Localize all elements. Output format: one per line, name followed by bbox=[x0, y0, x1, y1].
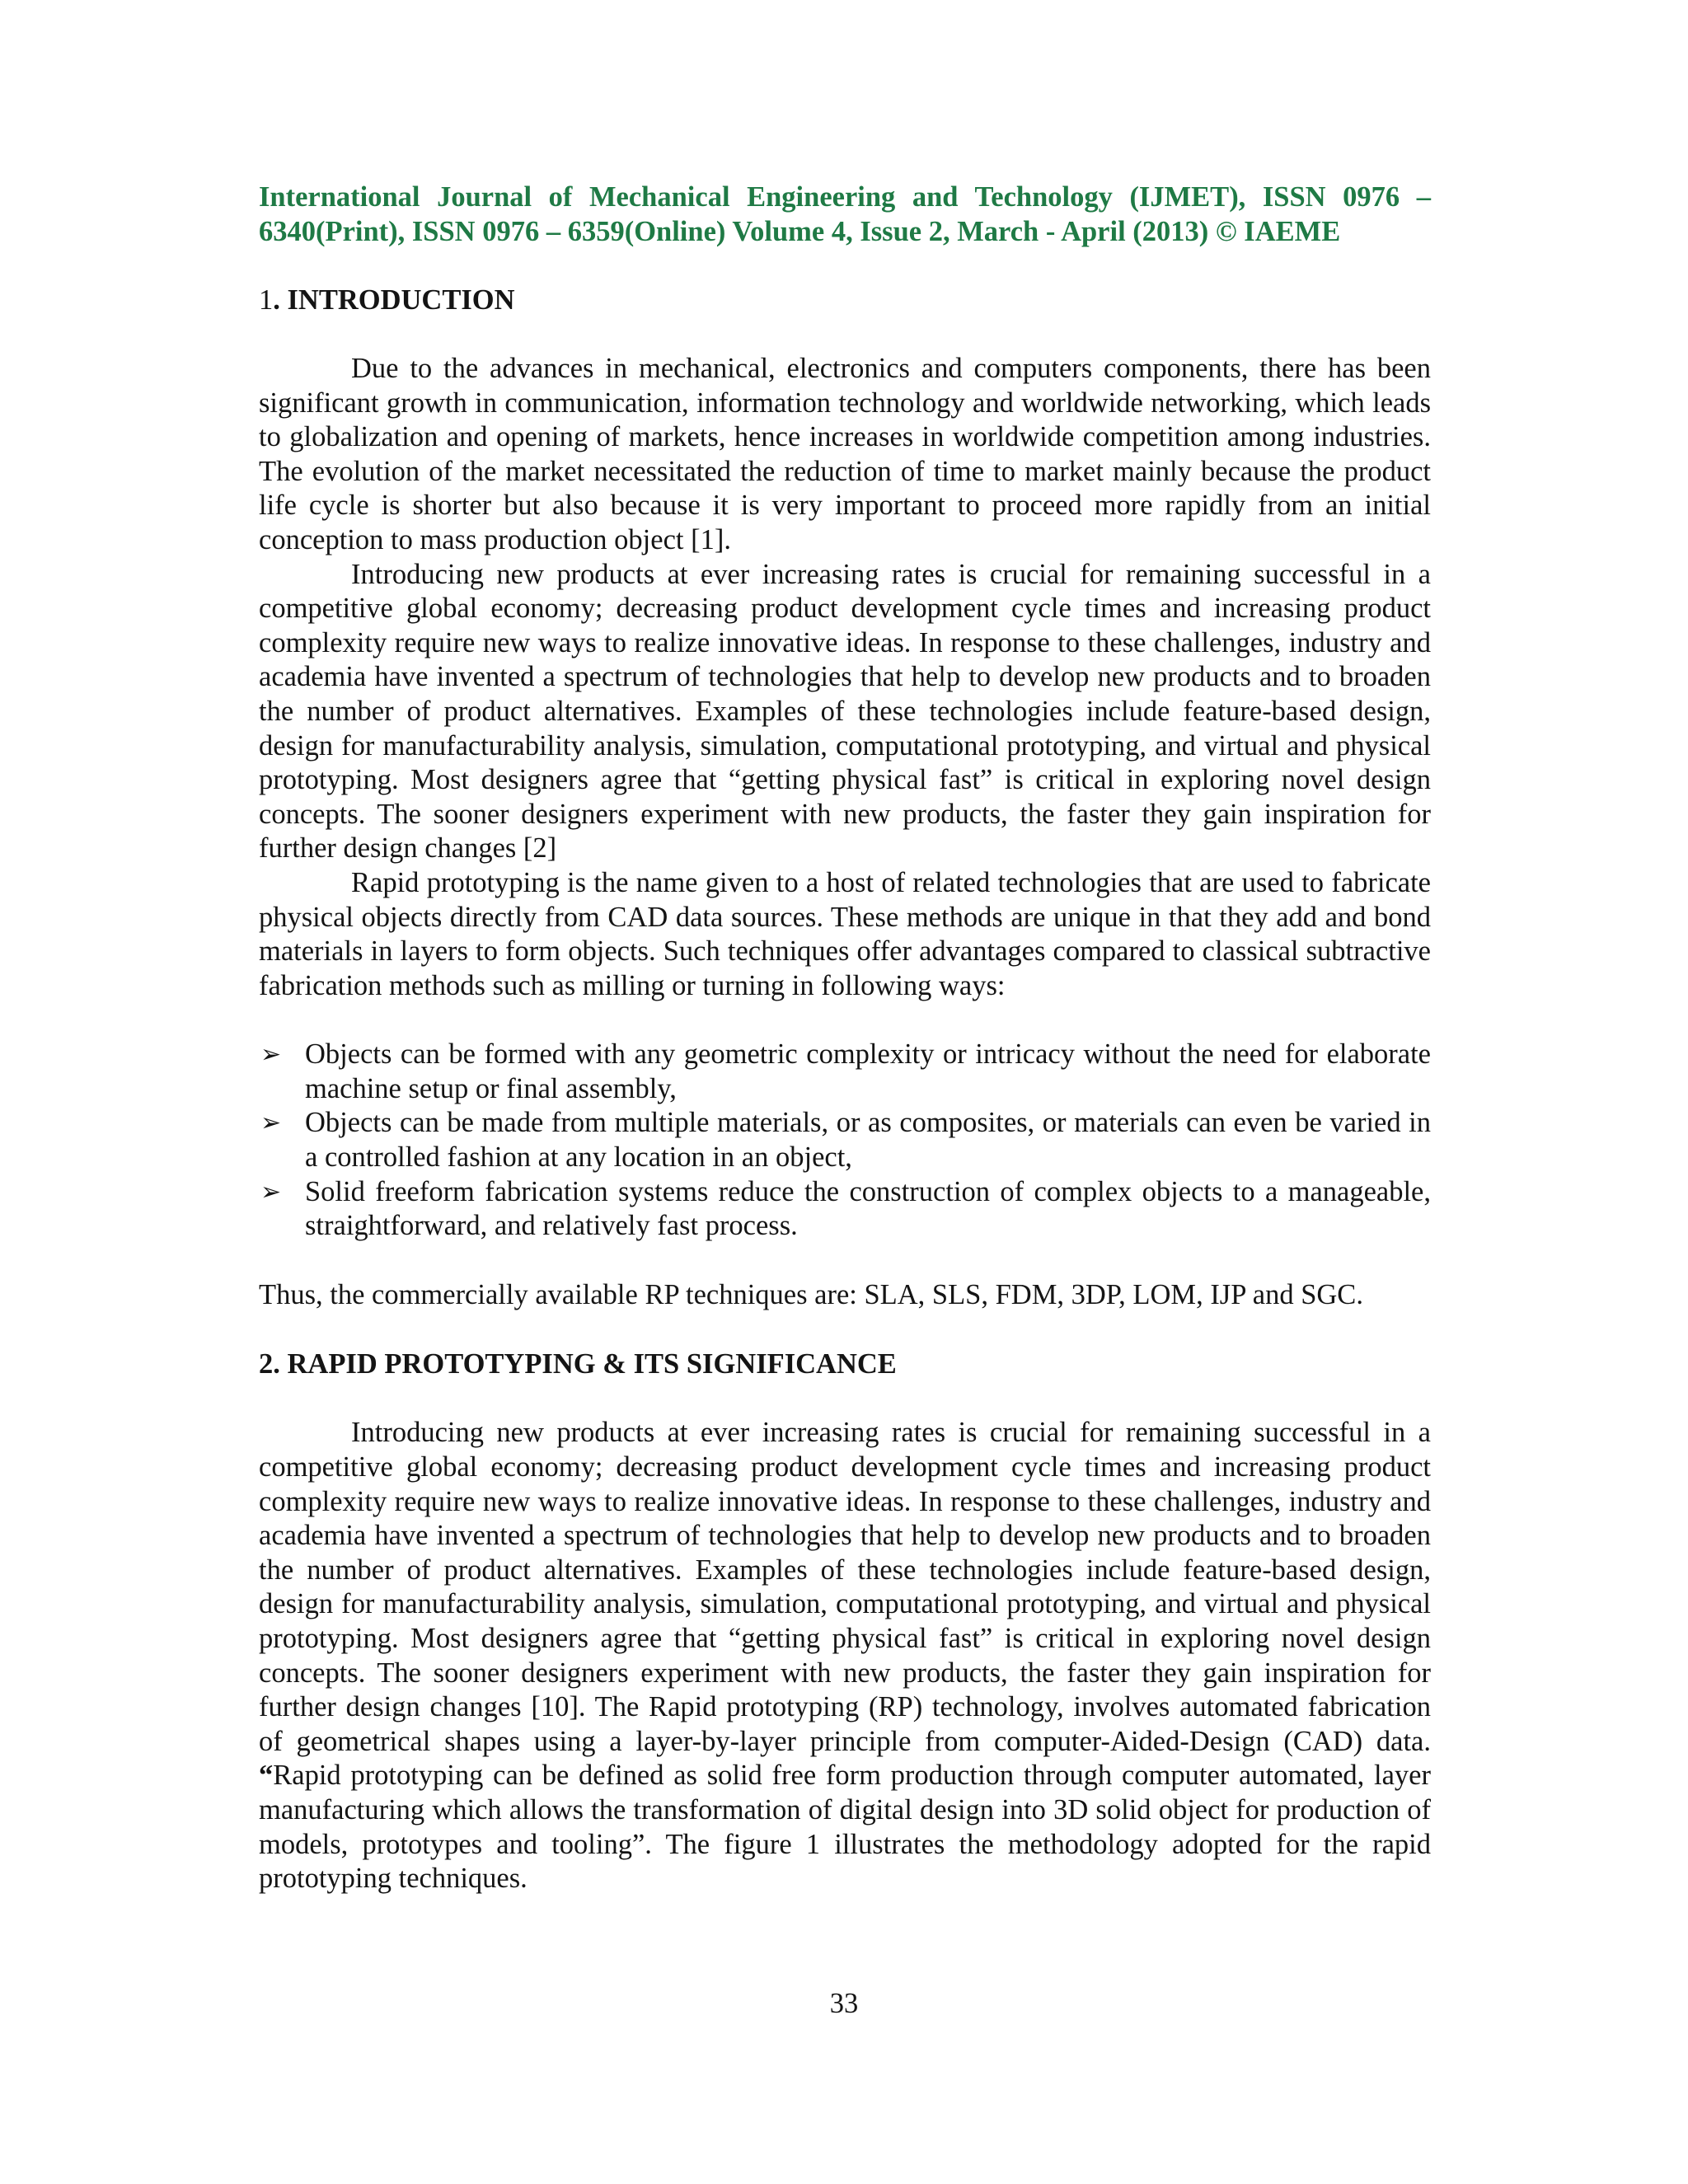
list-item bbox=[259, 1038, 1431, 1106]
section-number: 1 bbox=[259, 284, 274, 316]
rp-paragraph-part2: Rapid prototyping can be defined as solid free form production through computer automated, layer manufacturing which allows the transformation of digital design into 3D solid object for production of models, prototypes and tooling”. The figure 1 illustrates the methodology adopted for the rapid prototyping techniques. bbox=[259, 1760, 1431, 1895]
list-item-text: Solid freeform fabrication systems reduce the construction of complex objects to a manageable, straightforward, and relatively fast process. bbox=[305, 1175, 1431, 1242]
list-item-text: Objects can be made from multiple materials, or as composites, or materials can even be varied in a controlled fashion at any location in an object, bbox=[305, 1107, 1431, 1174]
spacer bbox=[259, 317, 1431, 352]
section-title: . INTRODUCTION bbox=[273, 284, 515, 316]
rp-techniques-summary: Thus, the commercially available RP techniques are: SLA, SLS, FDM, 3DP, LOM, IJP and SGC. bbox=[259, 1278, 1363, 1310]
page-number: 33 bbox=[829, 1988, 859, 2019]
intro-paragraph-3: Rapid prototyping is the name given to a host of related technologies that are used to fabricate physical objects directly from CAD data sources. These methods are unique in that they add and bond materials in layers to form objects. Such techniques offer advantages compared to classical subtractive fabrication methods such as milling or turning in following ways: bbox=[259, 866, 1431, 1001]
rp-paragraph-part1: Introducing new products at ever increasing rates is crucial for remaining successful in a competitive global economy; decreasing product development cycle times and increasing product complexity require new ways to realize innovative ideas. In response to these challenges, industry and academia have invented a spectrum of technologies that help to develop new products and to broaden the number of product alternatives. Examples of these technologies include feature-based design, design for manufacturability analysis, simulation, computational prototyping, and virtual and physical prototyping. Most designers agree that “getting physical fast” is critical in exploring novel design concepts. The sooner designers experiment with new products, the faster they gain inspiration for further design changes [10]. The Rapid prototyping (RP) technology, involves automated fabrication of geometrical shapes using a layer-by-layer principle from computer-Aided-Design (CAD) data. bbox=[259, 1417, 1431, 1757]
arrow-bullet-icon: ➢ bbox=[260, 1177, 282, 1207]
list-item bbox=[259, 1106, 1431, 1174]
arrow-bullet-icon: ➢ bbox=[260, 1108, 282, 1138]
spacer bbox=[259, 1003, 1431, 1038]
rp-paragraph bbox=[259, 1416, 1431, 1896]
advantages-list bbox=[259, 1038, 1431, 1244]
list-item bbox=[259, 1175, 1431, 1244]
bold-quote: “ bbox=[259, 1760, 274, 1792]
spacer bbox=[259, 1381, 1431, 1416]
spacer bbox=[259, 1312, 1431, 1347]
spacer bbox=[259, 249, 1431, 283]
intro-paragraph-2: Introducing new products at ever increasing rates is crucial for remaining successful in a competitive global economy; decreasing product development cycle times and increasing product complexity require new ways to realize innovative ideas. In response to these challenges, industry and academia have invented a spectrum of technologies that help to develop new products and to broaden the number of product alternatives. Examples of these technologies include feature-based design, design for manufacturability analysis, simulation, computational prototyping, and virtual and physical prototyping. Most designers agree that “getting physical fast” is critical in exploring novel design concepts. The sooner designers experiment with new products, the faster they gain inspiration for further design changes [2] bbox=[259, 558, 1431, 865]
intro-paragraph-1: Due to the advances in mechanical, electronics and computers components, there has been significant growth in communication, information technology and worldwide networking, which leads to globalization and opening of markets, hence increases in worldwide competition among industries. The evolution of the market necessitated the reduction of time to market mainly because the product life cycle is shorter but also because it is very important to proceed more rapidly from an initial conception to mass production object [1]. bbox=[259, 353, 1431, 555]
list-item-text: Objects can be formed with any geometric complexity or intricacy without the need for elaborate machine setup or final assembly, bbox=[305, 1038, 1431, 1104]
journal-header: International Journal of Mechanical Engineering and Technology (IJMET), ISSN 0976 – 6340(Print), ISSN 0976 – 6359(Online) Volume 4, Issue 2, March - April (2013) © IAEME bbox=[259, 181, 1431, 247]
paper-page bbox=[259, 180, 1431, 1896]
spacer bbox=[259, 1244, 1431, 1278]
section-heading-introduction bbox=[259, 283, 1431, 317]
arrow-bullet-icon: ➢ bbox=[260, 1040, 282, 1070]
section-heading-rapid-prototyping: 2. RAPID PROTOTYPING & ITS SIGNIFICANCE bbox=[259, 1348, 897, 1380]
